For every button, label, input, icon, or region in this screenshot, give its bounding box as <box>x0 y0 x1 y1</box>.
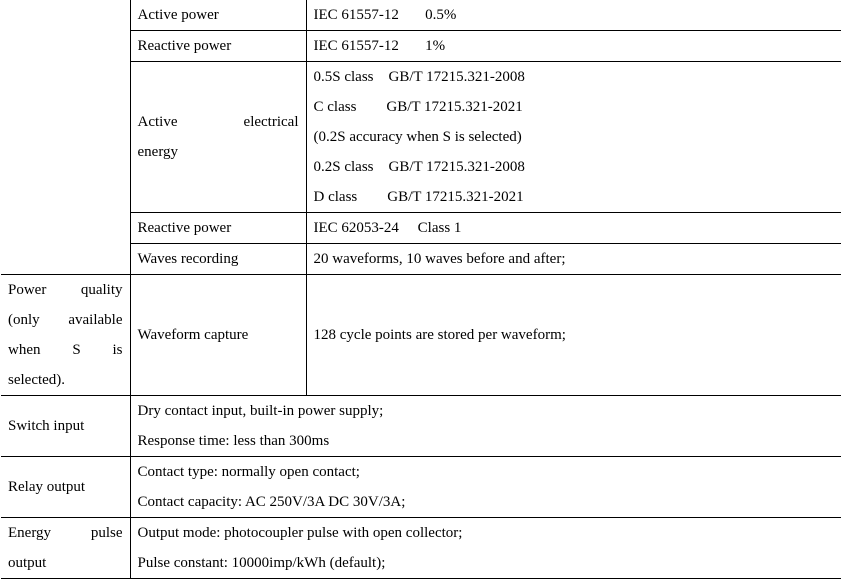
group-label-relay-output: Relay output <box>8 479 86 495</box>
group-label-line: Power quality <box>8 282 123 298</box>
value-active-power: IEC 61557-12 0.5% <box>313 7 457 23</box>
group-label-line: when S is <box>8 342 123 358</box>
table-row <box>1 457 841 518</box>
value-cell <box>306 0 841 31</box>
group-label-power-quality <box>8 275 123 395</box>
value-cell <box>306 31 841 62</box>
group-label-line: (only available <box>8 312 123 328</box>
group-label-cell <box>1 275 130 396</box>
param-reactive-power-2: Reactive power <box>137 220 232 236</box>
energy-pulse-line: Output mode: photocoupler pulse with open collector; <box>137 525 463 541</box>
param-waveform-capture: Waveform capture <box>137 327 249 343</box>
param-active-electrical-energy <box>138 107 299 167</box>
group-label-energy-pulse <box>8 518 123 578</box>
group-label-cell <box>1 518 130 579</box>
relay-output-line: Contact type: normally open contact; <box>137 464 360 480</box>
param-cell <box>130 244 306 275</box>
group-label-cell <box>1 457 130 518</box>
value-waves-recording: 20 waveforms, 10 waves before and after; <box>313 251 566 267</box>
param-cell <box>130 213 306 244</box>
group-label-cell <box>1 396 130 457</box>
value-cell <box>306 213 841 244</box>
energy-line: C class GB/T 17215.321-2021 <box>313 99 523 115</box>
param-cell <box>130 62 306 213</box>
table-row <box>1 0 841 31</box>
param-active-power: Active power <box>137 7 219 23</box>
energy-line: 0.2S class GB/T 17215.321-2008 <box>313 159 525 175</box>
value-cell <box>130 396 841 457</box>
value-cell <box>306 275 841 396</box>
value-cell <box>306 244 841 275</box>
switch-input-line: Dry contact input, built-in power supply; <box>137 403 384 419</box>
value-cell <box>130 518 841 579</box>
value-cell <box>306 62 841 213</box>
relay-output-line: Contact capacity: AC 250V/3A DC 30V/3A; <box>137 494 406 510</box>
energy-line: 0.5S class GB/T 17215.321-2008 <box>313 69 525 85</box>
energy-line: D class GB/T 17215.321-2021 <box>313 189 524 205</box>
param-cell <box>130 275 306 396</box>
switch-input-line: Response time: less than 300ms <box>137 433 330 449</box>
param-line: energy <box>137 144 179 160</box>
value-reactive-power-2: IEC 62053-24 Class 1 <box>313 220 462 236</box>
table-row <box>1 518 841 579</box>
value-reactive-power: IEC 61557-12 1% <box>313 38 446 54</box>
group-label-line: Energy pulse <box>8 525 123 541</box>
param-waves-recording: Waves recording <box>137 251 239 267</box>
param-cell <box>130 31 306 62</box>
param-reactive-power: Reactive power <box>137 38 232 54</box>
param-cell <box>130 0 306 31</box>
param-line: Active electrical <box>137 114 299 130</box>
energy-line: (0.2S accuracy when S is selected) <box>313 129 522 145</box>
group-label-line: selected). <box>8 372 66 388</box>
value-cell <box>130 457 841 518</box>
group-label-line: output <box>8 555 47 571</box>
table-row <box>1 396 841 457</box>
value-waveform-capture: 128 cycle points are stored per waveform; <box>313 327 566 343</box>
spec-table <box>1 0 841 579</box>
group-label-switch-input: Switch input <box>8 418 85 434</box>
group-label-cell-empty <box>1 0 130 275</box>
table-row <box>1 275 841 396</box>
energy-pulse-line: Pulse constant: 10000imp/kWh (default); <box>137 555 386 571</box>
